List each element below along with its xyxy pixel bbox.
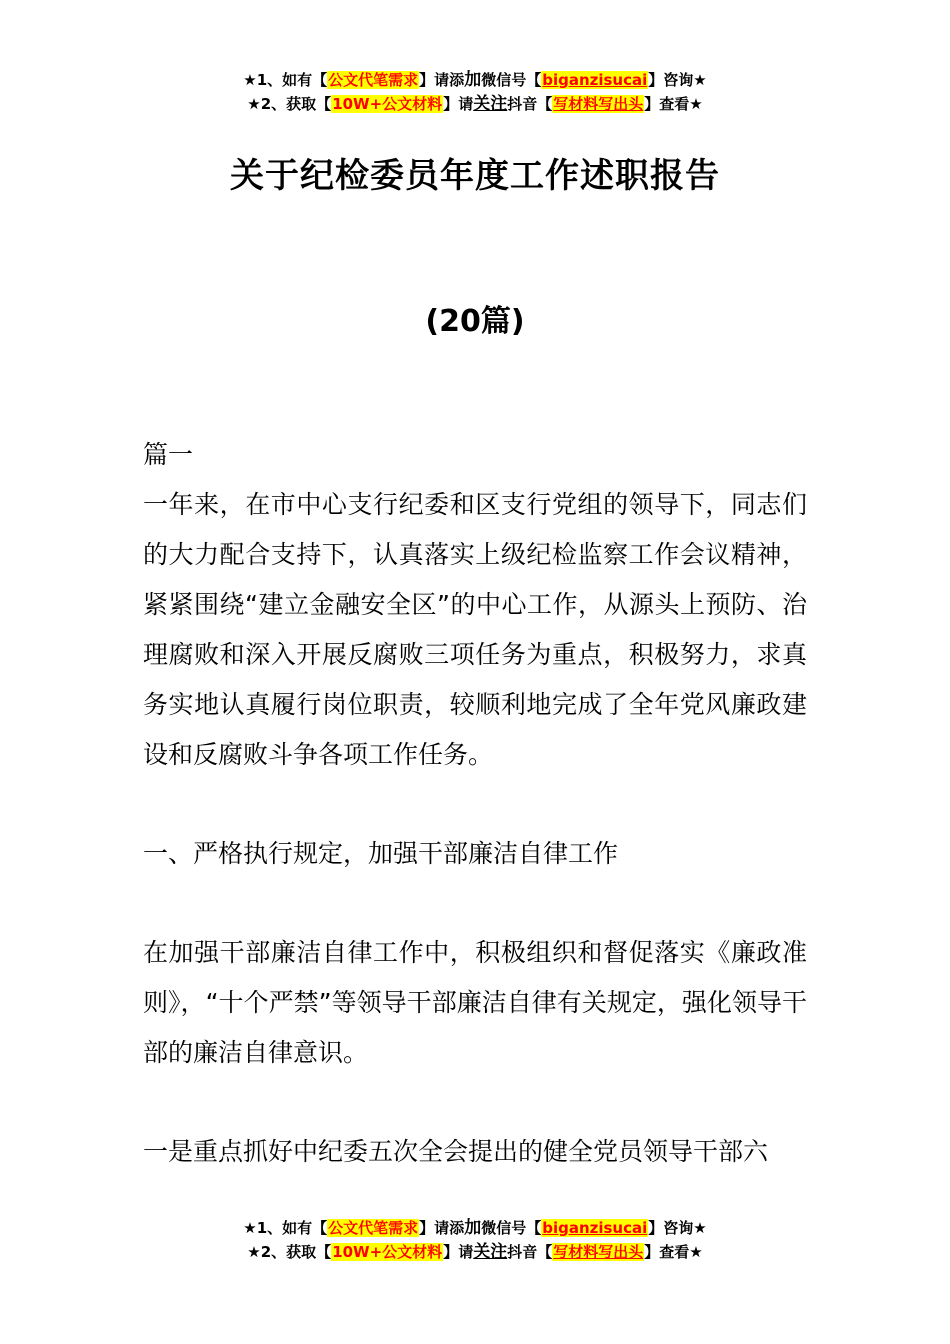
promo-text: 】查看★ [644, 1243, 703, 1261]
promo-emphasis: 关注 [473, 94, 508, 114]
promo-text: 】咨询★ [648, 71, 707, 89]
promo-emphasis: 加 [464, 1218, 482, 1238]
heading-text: 一、严格执行规定，加强干部廉洁自律工作 [143, 839, 619, 868]
promo-text: 微信号【 [481, 1219, 542, 1237]
promo-highlight: 10W+公文材料 [332, 95, 443, 113]
wechat-id-highlight: biganzisucai [542, 71, 648, 89]
promo-text: 】咨询★ [648, 1219, 707, 1237]
promo-text: ★2、获取【 [247, 1243, 332, 1261]
paragraph-text: 在加强干部廉洁自律工作中，积极组织和督促落实《廉政准则》，“十个严禁”等领导干部廉洁自律有关规定，强化领导干部的廉洁自律意识。 [143, 938, 807, 1067]
section-label-text: 篇一 [143, 440, 194, 469]
promo-text: ★1、如有【 [243, 1219, 328, 1237]
paragraph-text: 一是重点抓好中纪委五次全会提出的健全党员领导干部六 [143, 1137, 769, 1166]
body-paragraph-3 [143, 1127, 807, 1177]
wechat-id-highlight: biganzisucai [542, 1219, 648, 1237]
header-promo-banner [0, 68, 950, 116]
promo-highlight: 10W+公文材料 [332, 1243, 443, 1261]
promo-highlight: 公文代笔需求 [328, 71, 419, 89]
document-subtitle: (20篇) [425, 304, 525, 339]
footer-promo-banner [0, 1216, 950, 1264]
promo-text: 】请添 [419, 71, 465, 89]
promo-text: 微信号【 [481, 71, 542, 89]
promo-text: 】请添 [419, 1219, 465, 1237]
promo-text: ★2、获取【 [247, 95, 332, 113]
promo-line-1 [0, 1216, 950, 1240]
douyin-id-highlight: 写材料写出头 [553, 1243, 644, 1261]
promo-text: 抖音【 [507, 1243, 553, 1261]
promo-line-2 [0, 92, 950, 116]
promo-line-1 [0, 68, 950, 92]
promo-text: ★1、如有【 [243, 71, 328, 89]
promo-highlight: 公文代笔需求 [328, 1219, 419, 1237]
promo-emphasis: 关注 [473, 1242, 508, 1262]
promo-text: 】查看★ [644, 95, 703, 113]
section-heading-1 [143, 829, 807, 879]
body-paragraph-1 [143, 480, 807, 780]
promo-text: 】请 [443, 95, 474, 113]
douyin-id-highlight: 写材料写出头 [553, 95, 644, 113]
paragraph-text: 一年来，在市中心支行纪委和区支行党组的领导下，同志们的大力配合支持下，认真落实上级纪检监察工作会议精神，紧紧围绕“建立金融安全区”的中心工作，从源头上预防、治理腐败和深入开展反腐败三项任务为重点，积极努力，求真务实地认真履行岗位职责，较顺利地完成了全年党风廉政建设和反腐败斗争各项工作任务。 [143, 490, 807, 769]
body-paragraph-2 [143, 928, 807, 1078]
section-label [143, 430, 807, 480]
promo-line-2 [0, 1240, 950, 1264]
promo-emphasis: 加 [464, 70, 482, 90]
promo-text: 抖音【 [507, 95, 553, 113]
document-title: 关于纪检委员年度工作述职报告 [230, 156, 720, 196]
promo-text: 】请 [443, 1243, 474, 1261]
